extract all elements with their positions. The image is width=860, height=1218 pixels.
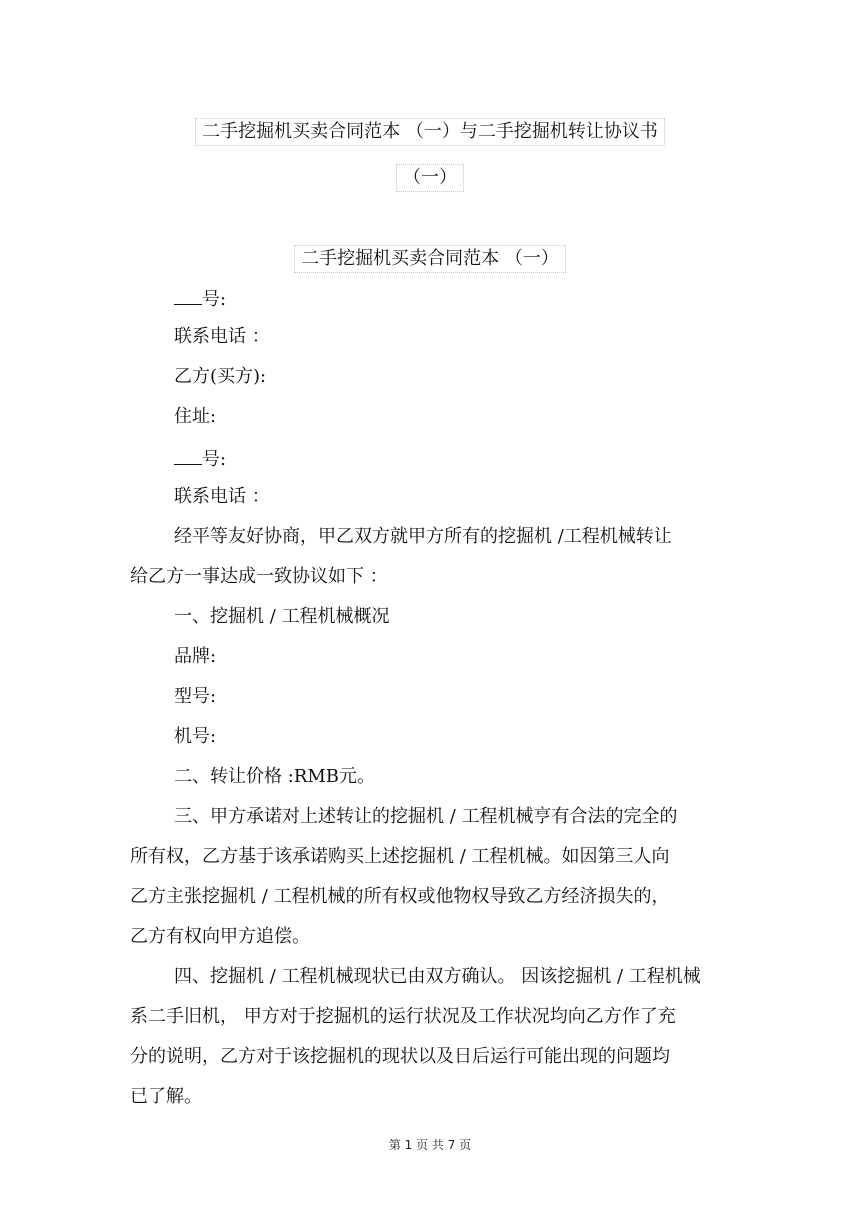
party-a-number-label: 号: [202, 289, 227, 310]
machine-number-field: 机号: [174, 726, 217, 747]
party-b-number-label: 号: [202, 449, 227, 470]
party-b-address-field: 住址: [174, 406, 217, 427]
intro-line-2: 给乙方一事达成一致协议如下 ： [130, 566, 388, 587]
section-4-line-4: 已了解。 [130, 1086, 202, 1107]
intro-line-1: 经平等友好协商，甲乙双方就甲方所有的挖掘机 /工程机械转让 [174, 526, 672, 547]
section-2-price: 二、转让价格 :RMB元。 [174, 766, 375, 787]
title-line-1-row [0, 118, 860, 146]
blank-underline [174, 446, 202, 465]
party-a-number-field [174, 286, 226, 311]
section-4-line-2: 系二手旧机， 甲方对于挖掘机的运行状况及工作状况均向乙方作了充 [130, 1006, 676, 1027]
title-line-2-row [0, 164, 860, 192]
section-3-line-4: 乙方有权向甲方追偿。 [130, 926, 310, 947]
section-4-line-1: 四、挖掘机 / 工程机械现状已由双方确认。 因该挖掘机 / 工程机械 [174, 966, 701, 987]
document-title: 二手挖掘机买卖合同范本 （一）与二手挖掘机转让协议书 [195, 118, 665, 146]
page-number-footer: 第 1 页 共 7 页 [388, 1138, 472, 1152]
section-3-line-2: 所有权，乙方基于该承诺购买上述挖掘机 / 工程机械。如因第三人向 [130, 846, 670, 867]
party-b-number-field [174, 446, 226, 471]
party-b-field: 乙方(买方): [174, 366, 267, 387]
party-b-phone-field: 联系电话 ： [174, 486, 270, 507]
brand-field: 品牌: [174, 646, 217, 667]
model-field: 型号: [174, 686, 217, 707]
section-1-heading: 一、挖掘机 / 工程机械概况 [174, 606, 390, 627]
blank-underline [174, 286, 202, 305]
party-a-phone-field: 联系电话 ： [174, 326, 270, 347]
contract-subtitle: 二手挖掘机买卖合同范本 （一） [294, 245, 566, 273]
section-4-line-3: 分的说明，乙方对于该挖掘机的现状以及日后运行可能出现的问题均 [130, 1046, 670, 1067]
section-3-line-3: 乙方主张挖掘机 / 工程机械的所有权或他物权导致乙方经济损失的， [130, 886, 670, 907]
section-3-line-1: 三、甲方承诺对上述转让的挖掘机 / 工程机械亨有合法的完全的 [174, 806, 678, 827]
document-title-suffix: （一） [396, 164, 464, 192]
subtitle-row [0, 245, 860, 273]
